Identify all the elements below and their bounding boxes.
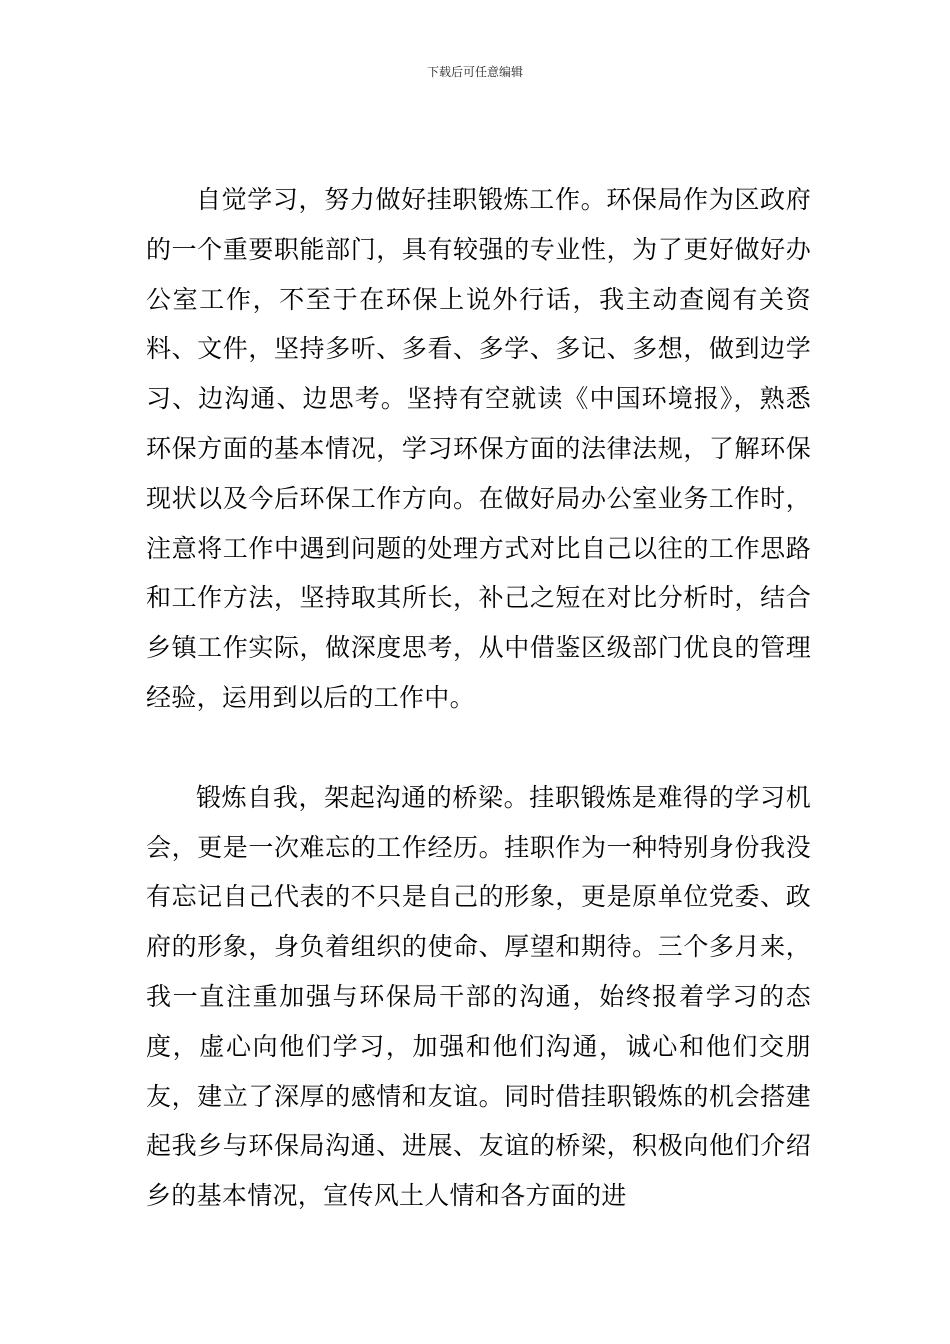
document-body (146, 175, 811, 1221)
paragraph-communication-bridge: 锻炼自我，架起沟通的桥梁。挂职锻炼是难得的学习机会，更是一次难忘的工作经历。挂职作为一种特别身份我没有忘记自己代表的不只是自己的形象，更是原单位党委、政府的形象，身负着组织的使命、厚望和期待。三个多月来，我一直注重加强与环保局干部的沟通，始终报着学习的态度，虚心向他们学习，加强和他们沟通，诚心和他们交朋友，建立了深厚的感情和友谊。同时借挂职锻炼的机会搭建起我乡与环保局沟通、进展、友谊的桥梁，积极向他们介绍乡的基本情况，宣传风土人情和各方面的进 (146, 782, 811, 1211)
paragraph-self-study: 自觉学习，努力做好挂职锻炼工作。环保局作为区政府的一个重要职能部门，具有较强的专业性，为了更好做好办公室工作，不至于在环保上说外行话，我主动查阅有关资料、文件，坚持多听、多看、多学、多记、多想，做到边学习、边沟通、边思考。坚持有空就读《中国环境报》，熟悉环保方面的基本情况，学习环保方面的法律法规，了解环保现状以及今后环保工作方向。在做好局办公室业务工作时，注意将工作中遇到问题的处理方式对比自己以往的工作思路和工作方法，坚持取其所长，补己之短在对比分析时，结合乡镇工作实际，做深度思考，从中借鉴区级部门优良的管理经验，运用到以后的工作中。 (146, 185, 811, 712)
page-header: 下载后可任意编辑 (426, 65, 523, 79)
